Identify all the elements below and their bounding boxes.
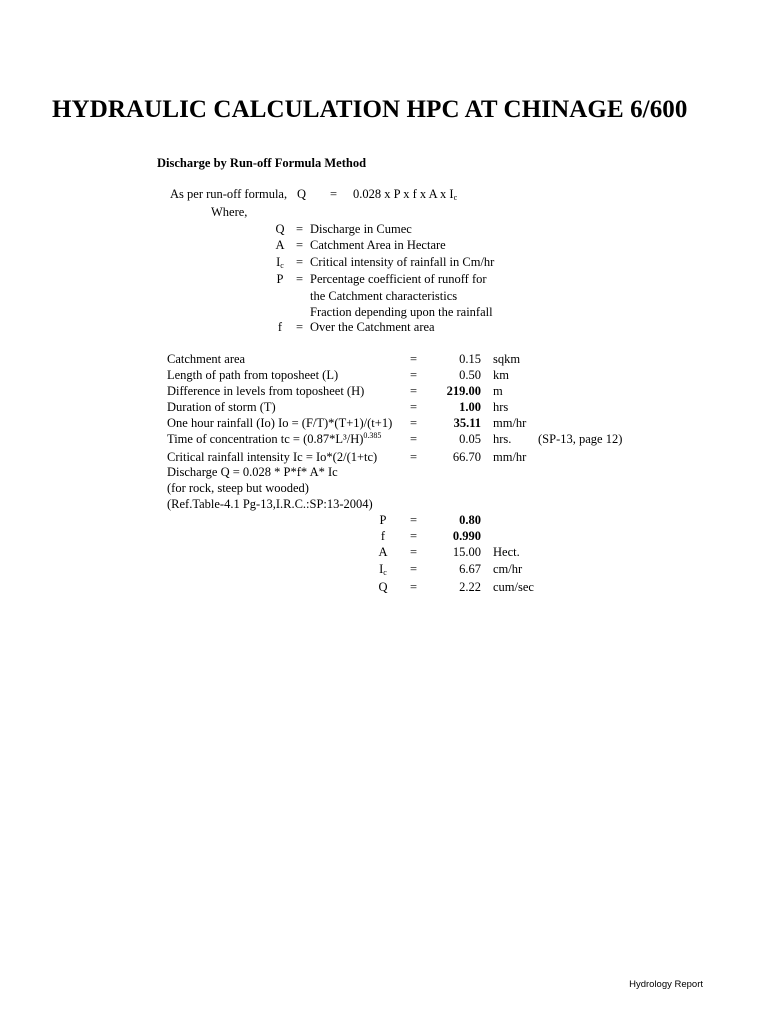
- formula-rhs: [353, 187, 457, 202]
- definition-text: Critical intensity of rainfall in Cm/hr: [310, 255, 495, 269]
- where-label: Where,: [211, 205, 248, 219]
- calc-unit: sqkm: [493, 352, 521, 366]
- calc-label-text: Difference in levels from toposheet (H): [167, 384, 365, 398]
- calc-value: 35.11: [453, 416, 481, 430]
- result-symbol-main: P: [379, 513, 387, 527]
- result-equals: =: [410, 580, 418, 594]
- result-unit: cm/hr: [493, 562, 523, 576]
- calc-value: 66.70: [452, 450, 481, 464]
- definition-text: Discharge in Cumec: [310, 222, 412, 236]
- definition-symbol-main: P: [276, 272, 284, 286]
- calc-value: 1.00: [459, 400, 481, 414]
- calc-label-superscript: 0.385: [363, 431, 382, 440]
- calc-label-text: Length of path from toposheet (L): [167, 368, 339, 382]
- page-title: HYDRAULIC CALCULATION HPC AT CHINAGE 6/600: [52, 96, 688, 123]
- calc-label: [167, 416, 392, 431]
- calc-equals: =: [410, 416, 418, 430]
- calc-value: 219.00: [446, 384, 481, 398]
- calc-label-text: Time of concentration tc = (0.87*L³/H): [167, 432, 364, 446]
- discharge-note: (for rock, steep but wooded): [167, 481, 309, 495]
- definition-symbol: [268, 272, 292, 287]
- result-symbol-main: I: [379, 562, 384, 576]
- calc-label: [167, 400, 276, 415]
- result-equals: =: [410, 529, 418, 543]
- definition-text: Percentage coefficient of runoff for: [310, 272, 487, 286]
- definition-symbol: [268, 222, 292, 237]
- definition-symbol-main: f: [277, 320, 283, 334]
- result-symbol-main: f: [380, 529, 386, 543]
- calc-label: [167, 352, 245, 367]
- calc-equals: =: [410, 400, 418, 414]
- calc-label: [167, 450, 377, 465]
- definition-symbol: [268, 238, 292, 253]
- calc-label-text: Critical rainfall intensity Ic = Io*(2/(1+tc): [167, 450, 378, 464]
- definition-symbol: [268, 320, 292, 335]
- result-symbol: [372, 580, 394, 595]
- result-symbol: [372, 513, 394, 528]
- calc-label: [167, 384, 364, 399]
- calc-equals: =: [410, 432, 418, 446]
- formula-lhs: Q: [297, 187, 307, 201]
- definition-equals: =: [296, 272, 304, 286]
- definition-equals: =: [296, 255, 304, 269]
- definition-equals: =: [296, 222, 304, 236]
- result-symbol-main: Q: [378, 580, 388, 594]
- result-value: 0.80: [459, 513, 481, 527]
- definition-equals: =: [296, 320, 304, 334]
- calc-value: 0.50: [459, 368, 481, 382]
- calc-unit: km: [493, 368, 509, 382]
- definition-equals: =: [296, 238, 304, 252]
- formula-equals: =: [330, 187, 338, 201]
- result-unit: Hect.: [493, 545, 520, 559]
- result-value: 15.00: [452, 545, 481, 559]
- calc-value: 0.05: [459, 432, 481, 446]
- result-value: 0.990: [452, 529, 481, 543]
- result-symbol-sub: c: [383, 568, 387, 577]
- result-symbol-main: A: [378, 545, 388, 559]
- calc-unit: m: [493, 384, 503, 398]
- definition-text: Fraction depending upon the rainfall: [310, 305, 493, 319]
- calc-value: 0.15: [459, 352, 481, 366]
- calc-equals: =: [410, 368, 418, 382]
- section-subtitle: Discharge by Run-off Formula Method: [157, 156, 367, 170]
- calc-label-text: Duration of storm (T): [167, 400, 276, 414]
- definition-symbol-main: Q: [275, 222, 285, 236]
- calc-equals: =: [410, 384, 418, 398]
- formula-rhs-main: 0.028 x P x f x A x I: [353, 187, 454, 201]
- calc-equals: =: [410, 450, 418, 464]
- calc-label: [167, 432, 381, 447]
- definition-symbol-main: A: [275, 238, 285, 252]
- calc-label: [167, 368, 338, 383]
- calc-note: (SP-13, page 12): [538, 432, 623, 446]
- result-value: 2.22: [459, 580, 481, 594]
- definition-text: the Catchment characteristics: [310, 289, 458, 303]
- result-symbol: [372, 562, 394, 577]
- result-value: 6.67: [459, 562, 481, 576]
- calc-label-text: One hour rainfall (Io) Io = (F/T)*(T+1)/(t+1): [167, 416, 393, 430]
- definition-text: Over the Catchment area: [310, 320, 435, 334]
- definition-symbol-sub: c: [280, 261, 284, 270]
- footer-text: Hydrology Report: [629, 979, 703, 990]
- result-equals: =: [410, 513, 418, 527]
- result-symbol: [372, 529, 394, 544]
- discharge-note: Discharge Q = 0.028 * P*f* A* Ic: [167, 465, 338, 479]
- calc-unit: hrs.: [493, 432, 512, 446]
- calc-label-text: Catchment area: [167, 352, 246, 366]
- definition-symbol: [268, 255, 292, 270]
- formula-rhs-sub: c: [453, 193, 458, 202]
- discharge-note: (Ref.Table-4.1 Pg-13,I.R.C.:SP:13-2004): [167, 497, 373, 511]
- definition-text: Catchment Area in Hectare: [310, 238, 446, 252]
- calc-equals: =: [410, 352, 418, 366]
- calc-unit: hrs: [493, 400, 509, 414]
- definition-symbol-main: I: [276, 255, 281, 269]
- formula-intro: As per run-off formula,: [170, 187, 288, 201]
- calc-unit: mm/hr: [493, 416, 527, 430]
- result-equals: =: [410, 545, 418, 559]
- calc-unit: mm/hr: [493, 450, 527, 464]
- result-equals: =: [410, 562, 418, 576]
- result-unit: cum/sec: [493, 580, 534, 594]
- result-symbol: [372, 545, 394, 560]
